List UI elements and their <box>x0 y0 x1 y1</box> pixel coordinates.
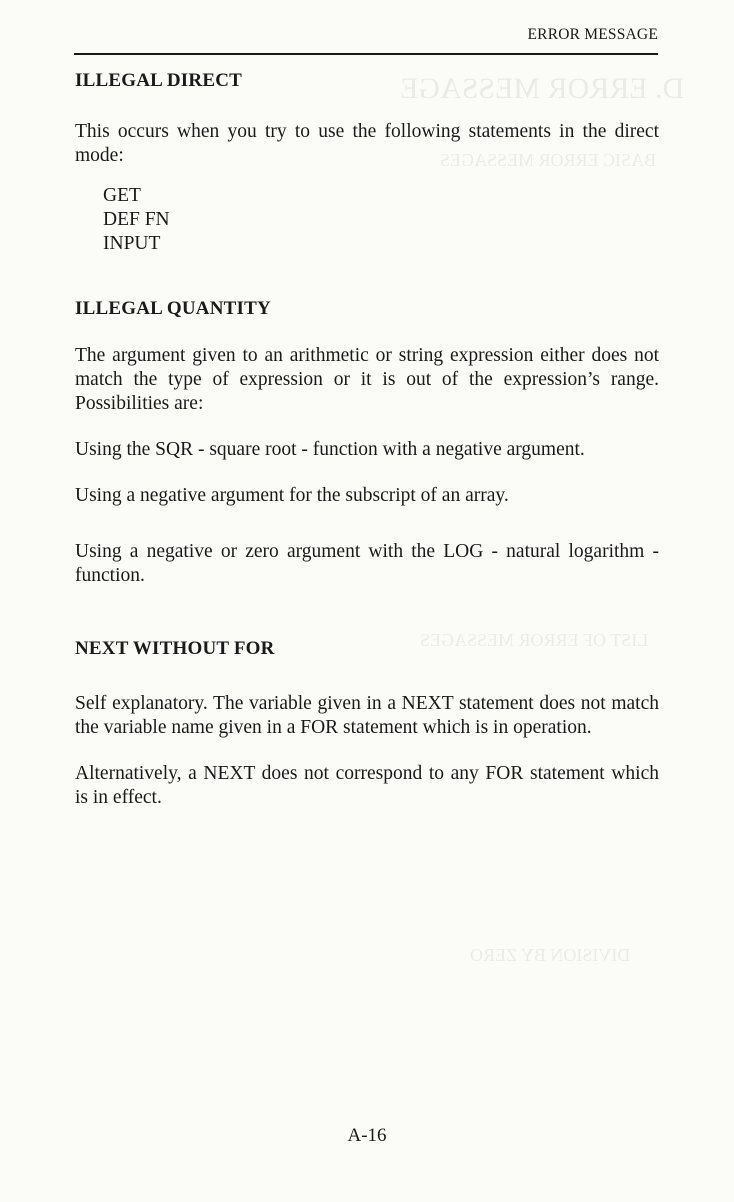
paragraph: The argument given to an arithmetic or string expression either does not match the type of expression or it is out of the expression’s range. Possibilities are: <box>75 345 659 414</box>
statement-item: GET <box>103 185 141 206</box>
statement-list <box>103 184 659 256</box>
paragraph: Self explanatory. The variable given in a NEXT statement does not match the variable name given in a FOR statement which is in operation. <box>75 693 659 738</box>
show-through-heading: D. ERROR MESSAGE <box>400 72 685 105</box>
paragraph: Using a negative or zero argument with the LOG - natural logarithm - function. <box>75 541 659 586</box>
paragraph: Alternatively, a NEXT does not correspond to any FOR statement which is in effect. <box>75 763 659 808</box>
statement-item: DEF FN <box>103 209 170 230</box>
paragraph: Using a negative argument for the subscript of an array. <box>75 485 509 506</box>
statement-item: INPUT <box>103 233 161 254</box>
show-through-subheading: BASIC ERROR MESSAGES <box>440 150 657 170</box>
page-content <box>75 70 659 810</box>
section-heading: ILLEGAL DIRECT <box>75 70 242 91</box>
section-heading: ILLEGAL QUANTITY <box>75 298 271 319</box>
show-through-subheading-2: LIST OF ERROR MESSAGES <box>420 630 649 650</box>
show-through-subheading-3: DIVISION BY ZERO <box>470 945 631 965</box>
running-header: ERROR MESSAGE <box>527 26 658 43</box>
section-illegal-direct <box>75 70 659 256</box>
header-rule <box>74 53 658 55</box>
page-number: A-16 <box>347 1125 387 1146</box>
section-next-without-for <box>75 638 659 810</box>
paragraph: Using the SQR - square root - function with a negative argument. <box>75 439 585 460</box>
section-heading: NEXT WITHOUT FOR <box>75 638 275 659</box>
paragraph: This occurs when you try to use the following statements in the direct mode: <box>75 121 659 166</box>
section-illegal-quantity <box>75 298 659 588</box>
